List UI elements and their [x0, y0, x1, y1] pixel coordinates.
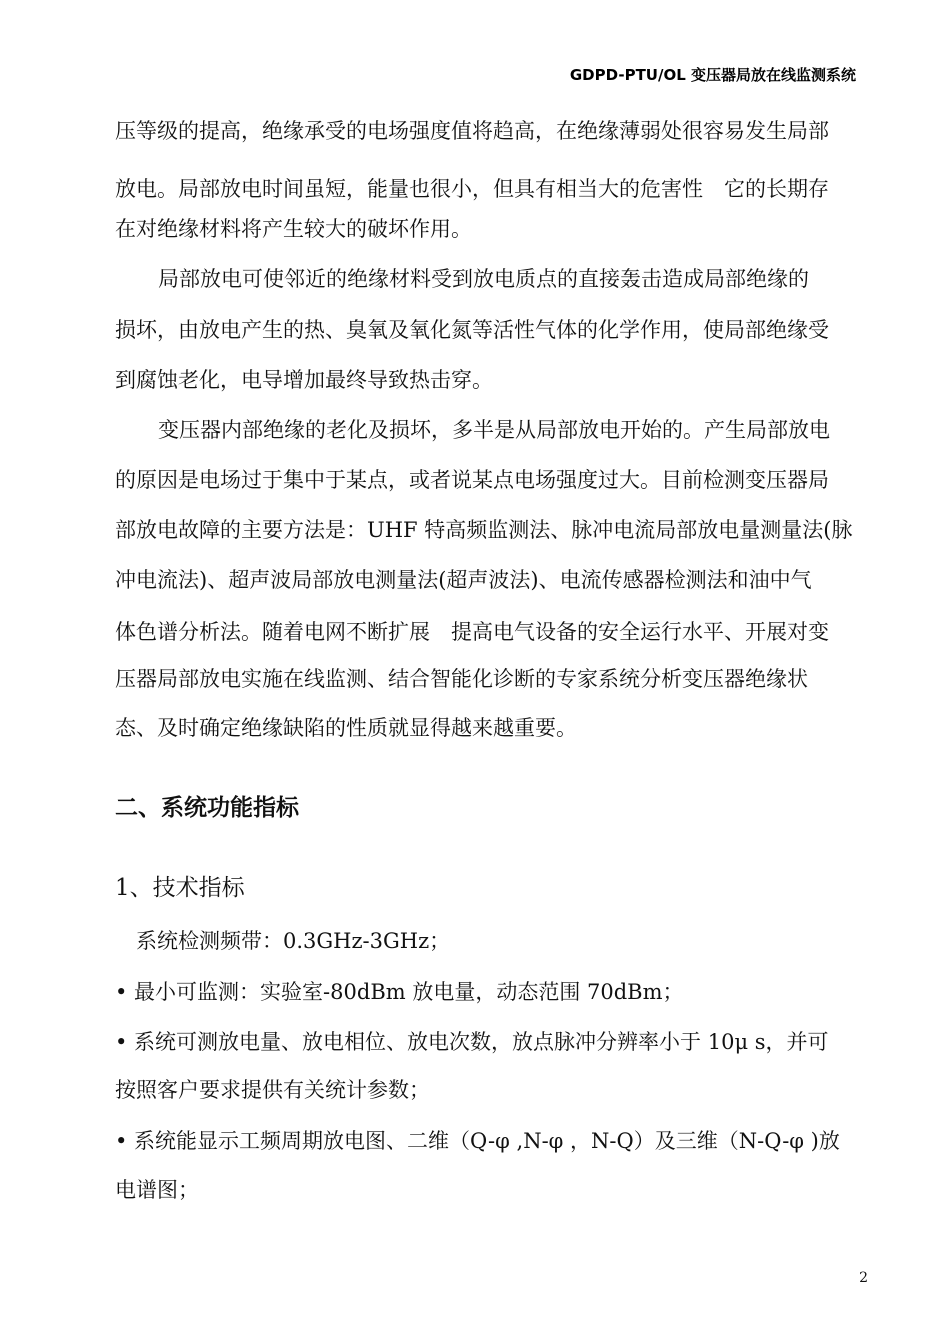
bullet-item: • 系统可测放电量、放电相位、放电次数，放点脉冲分辨率小于 10μ s，并可 [115, 1030, 829, 1054]
paragraph-line: 体色谱分析法。随着电网不断扩展 提高电气设备的安全运行水平、开展对变 [115, 620, 829, 644]
paragraph-line: 态、及时确定绝缘缺陷的性质就显得越来越重要。 [115, 716, 577, 740]
subsection-heading: 1、技术指标 [115, 875, 245, 901]
bullet-continuation: 按照客户要求提供有关统计参数； [115, 1078, 430, 1102]
paragraph-line: 变压器内部绝缘的老化及损坏，多半是从局部放电开始的。产生局部放电 [158, 418, 830, 442]
spec-line: 系统检测频带：0.3GHz-3GHz； [136, 929, 451, 953]
paragraph-line: 部放电故障的主要方法是：UHF 特高频监测法、脉冲电流局部放电量测量法(脉 [115, 518, 853, 542]
paragraph-line: 在对绝缘材料将产生较大的破坏作用。 [115, 217, 472, 241]
paragraph-line: 放电。局部放电时间虽短，能量也很小，但具有相当大的危害性 它的长期存 [115, 177, 829, 201]
bullet-continuation: 电谱图； [115, 1178, 199, 1202]
bullet-item: • 最小可监测：实验室-80dBm 放电量，动态范围 70dBm； [115, 980, 684, 1004]
section-heading: 二、系统功能指标 [115, 795, 299, 821]
paragraph-line: 损坏，由放电产生的热、臭氧及氧化氮等活性气体的化学作用，使局部绝缘受 [115, 318, 829, 342]
paragraph-line: 冲电流法)、超声波局部放电测量法(超声波法)、电流传感器检测法和油中气 [115, 568, 812, 592]
paragraph-line: 到腐蚀老化，电导增加最终导致热击穿。 [115, 368, 493, 392]
paragraph-line: 压器局部放电实施在线监测、结合智能化诊断的专家系统分析变压器绝缘状 [115, 667, 808, 691]
paragraph-line: 压等级的提高，绝缘承受的电场强度值将趋高，在绝缘薄弱处很容易发生局部 [115, 119, 829, 143]
paragraph-line: 的原因是电场过于集中于某点，或者说某点电场强度过大。目前检测变压器局 [115, 468, 829, 492]
bullet-item: • 系统能显示工频周期放电图、二维（Q-φ ,N-φ ，N-Q）及三维（N-Q-φ )放 [115, 1129, 840, 1153]
document-header: GDPD-PTU/OL 变压器局放在线监测系统 [569, 66, 856, 84]
paragraph-line: 局部放电可使邻近的绝缘材料受到放电质点的直接轰击造成局部绝缘的 [158, 267, 809, 291]
page-number: 2 [859, 1270, 868, 1286]
